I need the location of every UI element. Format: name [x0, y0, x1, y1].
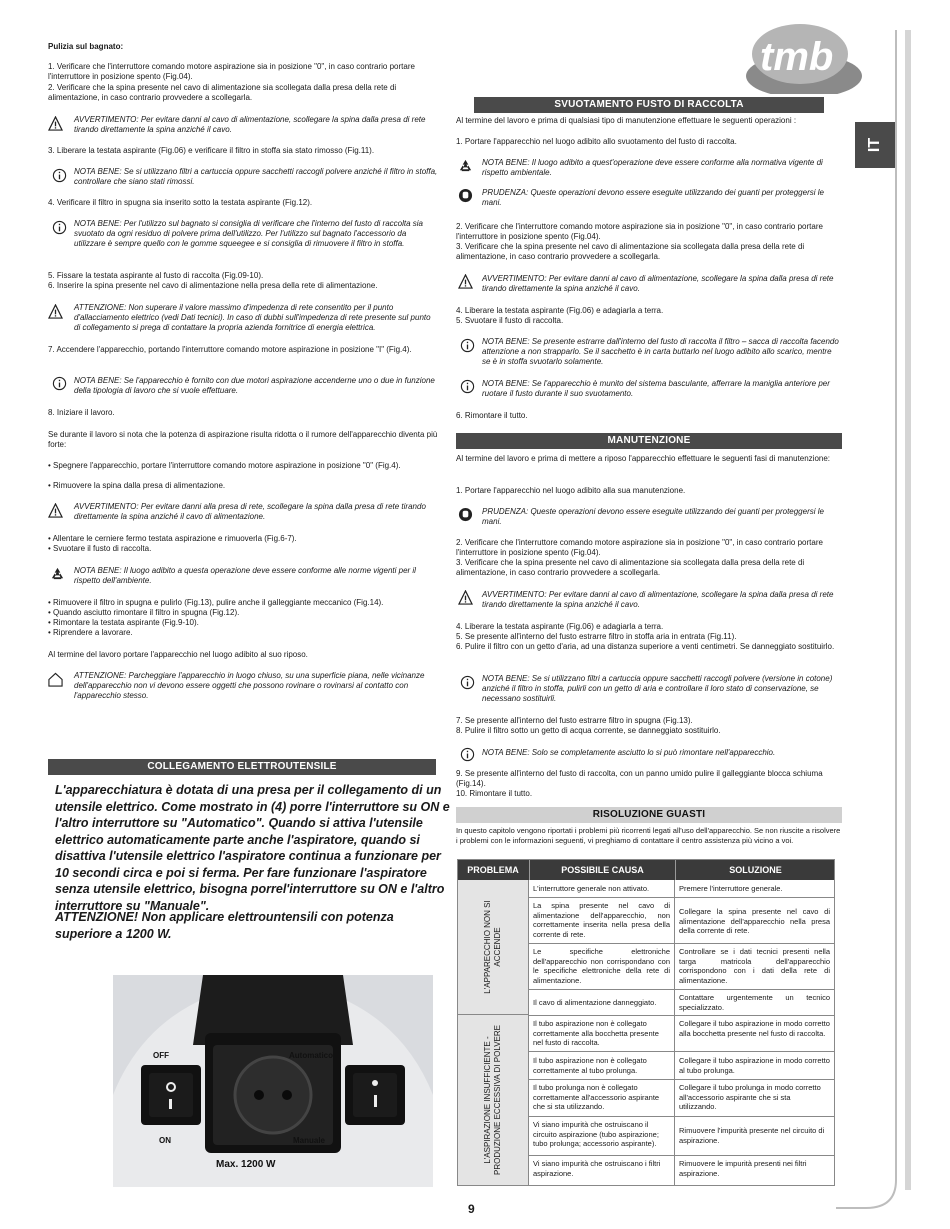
cause-cell: Le specifiche elettroniche dell'apparecchio non corrispondano con le specifiche elettroniche della rete di alimentazione.	[533, 947, 670, 985]
page-edge-decoration	[836, 30, 950, 1210]
bullet-item: • Rimuovere il filtro in spugna e pulirlo (Fig.13), pulire anche il galleggiante meccanico (Fig.14).	[48, 598, 384, 607]
step-8: 8. Iniziare il lavoro.	[48, 408, 115, 417]
cause-cell: Il tubo aspirazione non è collegato correttamente alla bocchetta presente nel fusto di raccolta.	[533, 1019, 659, 1047]
bullet-item: • Spegnere l'apparecchio, portare l'interruttore comando motore aspirazione in posizione "0" (Fig.4).	[48, 461, 401, 470]
language-tab-label: IT	[866, 137, 883, 153]
table-group-cell	[458, 1015, 528, 1185]
group-label: L'ASPIRAZIONE INSUFFICIENTE - PRODUZIONE ECCESSIVA DI POLVERE	[483, 1025, 502, 1175]
solution-cell: Collegare la spina presente nel cavo di alimentazione dell'apparecchio nella presa della corrente di rete.	[679, 907, 830, 935]
step-10: 10. Rimontare il tutto.	[456, 789, 533, 798]
step-7: 7. Se presente all'interno del fusto estrarre filtro in spugna (Fig.13).	[456, 716, 693, 725]
warning-icon	[48, 304, 63, 319]
section-title-collegamento: COLLEGAMENTO ELETTROUTENSILE	[48, 759, 436, 775]
bullet-item: • Allentare le cerniere fermo testata aspirazione e rimuoverla (Fig.6-7).	[48, 534, 297, 543]
solution-cell: Collegare il tubo aspirazione in modo corretto al tubo prolunga.	[679, 1056, 830, 1075]
info-note: NOTA BENE: Il luogo adibito a quest'operazione deve essere conforme alla normativa vigente di rispetto ambientale.	[482, 158, 823, 177]
cause-cell: La spina presente nel cavo di alimentazione dell'apparecchio, non correttamente inserita nella presa della corrente di rete.	[533, 901, 670, 939]
info-icon	[460, 379, 475, 394]
info-note: NOTA BENE: Se l'apparecchio è munito del sistema basculante, afferrare la maniglia anteriore per ruotare il fusto durante il suo svuotamento.	[482, 379, 830, 398]
header-soluzione: SOLUZIONE	[675, 860, 835, 880]
info-icon	[460, 675, 475, 690]
warning-icon	[48, 116, 63, 131]
attention-note: ATTENZIONE: Parcheggiare l'apparecchio in luogo chiuso, su una superficie piana, nelle vicinanze dell'apparecchio non vi devono essere oggetti che possono rovinare o rovinarsi al contatto con l'apparecchio stesso.	[74, 671, 425, 700]
socket-panel-photo	[113, 975, 433, 1187]
table-group-cell	[458, 880, 528, 1015]
switch-auto-label: Automatico	[289, 1051, 333, 1060]
info-icon	[52, 168, 67, 183]
info-note: NOTA BENE: Se si utilizzano filtri a cartuccia oppure sacchetti raccogli polvere anziché il filtro in stoffa, controllare che siano stati rimossi.	[74, 167, 438, 186]
step-3: 3. Liberare la testata aspirante (Fig.06) e verificare il filtro in stoffa sia stato rimosso (Fig.11).	[48, 146, 375, 155]
parking-house-icon	[48, 672, 63, 687]
step-5: 5. Se presente all'interno del fusto estrarre filtro in stoffa aria in entrata (Fig.11).	[456, 632, 737, 641]
info-icon	[460, 747, 475, 762]
brand-logo	[742, 14, 862, 94]
bullet-item: • Quando asciutto rimontare il filtro in spugna (Fig.12).	[48, 608, 240, 617]
info-note: NOTA BENE: Per l'utilizzo sul bagnato si consiglia di verificare che l'interno del fusto di raccolta sia svuotato da ogni residuo di polvere prima dell'utilizzo. Per l'utilizzo sul bagnato l'accessorio da utilizzare è sempre quello con le gomme squeegee e si consiglia di rimuovere il filtro in stoffa.	[74, 219, 423, 248]
cause-cell: Vi siano impurità che ostruiscano i filtri aspirazione.	[533, 1159, 661, 1178]
step-6: 6. Pulire il filtro con un getto d'aria, ad una distanza superiore a venti centimetri. Se danneggiato sostituirlo.	[456, 642, 835, 651]
info-icon	[460, 338, 475, 353]
step-4: 4. Liberare la testata aspirante (Fig.06) e adagiarla a terra.	[456, 306, 664, 315]
step-1: 1. Portare l'apparecchio nel luogo adibito allo svuotamento del fusto di raccolta.	[456, 137, 737, 146]
bullet-item: • Riprendere a lavorare.	[48, 628, 133, 637]
recycle-icon	[50, 566, 65, 581]
info-icon	[52, 376, 67, 391]
section-title-svuotamento: SVUOTAMENTO FUSTO DI RACCOLTA	[474, 97, 824, 113]
paragraph: Al termine del lavoro portare l'apparecchio nel luogo adibito al suo riposo.	[48, 650, 308, 659]
header-problema: PROBLEMA	[467, 865, 519, 875]
header-causa: POSSIBILE CAUSA	[529, 860, 675, 880]
step-1: 1. Portare l'apparecchio nel luogo adibito alla sua manutenzione.	[456, 486, 686, 495]
section-heading: Pulizia sul bagnato:	[48, 42, 124, 51]
info-note: NOTA BENE: Se presente estrarre dall'interno del fusto di raccolta il filtro – sacca di raccolta facendo attenzione a non strapparlo. Se il sacchetto è in carta buttarlo nel luogo adibito allo scarico, mentre se è in stoffa svuotarlo solamente.	[482, 337, 839, 366]
caution-note: PRUDENZA: Queste operazioni devono essere eseguite utilizzando dei guanti per proteggersi le mani.	[482, 507, 824, 526]
step-4: 4. Verificare il filtro in spugna sia inserito sotto la testata aspirante (Fig.12).	[48, 198, 313, 207]
warning-note: AVVERTIMENTO: Per evitare danni al cavo di alimentazione, scollegare la spina dalla presa di rete tirando direttamente la spina anziché il cavo.	[482, 274, 834, 293]
glove-icon	[458, 188, 473, 203]
warning-icon	[48, 503, 63, 518]
warning-icon	[458, 590, 473, 605]
step-3: 3. Verificare che la spina presente nel cavo di alimentazione sia scollegata dalla presa della rete di alimentazione, in caso contrario provvedere a scollegarla.	[456, 242, 805, 261]
tool-connection-text: L'apparecchiatura è dotata di una presa per il collegamento di un utensile elettrico. Come mostrato in (4) porre l'interruttore su ON e l'altro interruttore su "Automatico". Quando si attiva l'utensile elettrico automaticamente parte anche l'aspiratore, quando si disattiva l'utensile elettrico l'aspiratore continua a funzionare per 10 secondi circa e poi si ferma. Per fare funzionare l'aspiratore senza utensile elettrico, bisogna porrel'interruttore su ON e l'altro interruttore su "Manuale".	[55, 783, 450, 913]
brand-logo-text: tmb	[760, 35, 834, 79]
step-2: 2. Verificare che la spina presente nel cavo di alimentazione sia scollegata dalla presa della rete di alimentazione, in caso contrario provvedere a scollegarla.	[48, 83, 397, 102]
solution-cell: Contattare urgentemente un tecnico specializzato.	[679, 993, 830, 1012]
warning-icon	[458, 274, 473, 289]
switch-manual-label: Manuale	[293, 1136, 326, 1145]
section-title-manutenzione: MANUTENZIONE	[456, 433, 842, 449]
attention-note: ATTENZIONE: Non superare il valore massimo d'impedenza di rete consentito per il punto d'allacciamento elettrico (vedi Dati tecnici). In caso di dubbi sull'impedenza di rete presente sul punto di collegamento si prega di contattare la propria azienda fornitrice di energia elettrica.	[74, 303, 431, 332]
cause-cell: Il tubo aspirazione non è collegato correttamente al tubo prolunga.	[533, 1056, 647, 1075]
step-5: 5. Fissare la testata aspirante al fusto di raccolta (Fig.09-10).	[48, 271, 264, 280]
solution-cell: Premere l'interruttore generale.	[679, 884, 783, 893]
cause-cell: L'interruttore generale non attivato.	[533, 884, 650, 893]
warning-note: AVVERTIMENTO: Per evitare danni al cavo di alimentazione, scollegare la spina dalla presa di rete tirando direttamente la spina anziché il cavo.	[482, 590, 834, 609]
page-number: 9	[468, 1202, 475, 1216]
solution-cell: Rimuovere le impurità presenti nei filtri aspirazione.	[679, 1159, 807, 1178]
step-1: 1. Verificare che l'interruttore comando motore aspirazione sia in posizione "0", in caso contrario portare l'interruttore in posizione spento (Fig.04).	[48, 62, 415, 81]
step-2: 2. Verificare che l'interruttore comando motore aspirazione sia in posizione "0", in caso contrario portare l'interruttore in posizione spento (Fig.04).	[456, 538, 823, 557]
troubleshooting-table	[457, 859, 835, 1186]
cause-cell: Il cavo di alimentazione danneggiato.	[533, 998, 657, 1007]
language-tab[interactable]	[855, 122, 895, 168]
step-4: 4. Liberare la testata aspirante (Fig.06) e adagiarla a terra.	[456, 622, 664, 631]
glove-icon	[458, 507, 473, 522]
solution-cell: Rimuovere l'impurità presente nel circuito di aspirazione.	[679, 1126, 825, 1145]
group-label: L'APPARECCHIO NON SI ACCENDE	[483, 900, 502, 994]
info-icon	[52, 220, 67, 235]
warning-note: AVVERTIMENTO: Per evitare danni alla presa di rete, scollegare la spina dalla presa di rete tirando direttamente la spina anziché il cavo di alimentazione.	[74, 502, 426, 521]
info-note: NOTA BENE: Il luogo adibito a questa operazione deve essere conforme alle norme vigenti per il rispetto dell'ambiente.	[74, 566, 416, 585]
switch-off-label: OFF	[153, 1051, 169, 1060]
max-power-label: Max. 1200 W	[216, 1159, 276, 1170]
paragraph: In questo capitolo vengono riportati i problemi più ricorrenti legati all'uso dell'apparecchio. Se non riuscite a risolvere i problemi con le informazioni seguenti, vi preghiamo di contattare il centro assistenza più vicino a voi.	[456, 826, 841, 845]
solution-cell: Collegare il tubo aspirazione in modo corretto alla bocchetta presente nel fusto di raccolta.	[679, 1019, 830, 1038]
step-8: 8. Pulire il filtro sotto un getto di acqua corrente, se danneggiato sostituirlo.	[456, 726, 721, 735]
section-title-risoluzione: RISOLUZIONE GUASTI	[456, 807, 842, 823]
tool-connection-warning: ATTENZIONE! Non applicare elettrountensili con potenza superiore a 1200 W.	[55, 910, 394, 941]
step-6: 6. Inserire la spina presente nel cavo di alimentazione nella presa della rete di alimentazione.	[48, 281, 378, 290]
solution-cell: Collegare il tubo prolunga in modo corretto all'accessorio aspirante che si sta utilizzando.	[679, 1083, 821, 1111]
info-note: NOTA BENE: Se l'apparecchio è fornito con due motori aspirazione accenderne uno o due in funzione della tipologia di lavoro che si vuole effettuare.	[74, 376, 435, 395]
info-note: NOTA BENE: Solo se completamente asciutto lo si può rimontare nell'apparecchio.	[482, 748, 776, 757]
bullet-item: • Rimuovere la spina dalla presa di alimentazione.	[48, 481, 226, 490]
paragraph: Al termine del lavoro e prima di mettere a riposo l'apparecchio effettuare le seguenti fasi di manutenzione:	[456, 454, 831, 463]
solution-cell: Controllare se i dati tecnici presenti nella targa matricola dell'apparecchio corrispondono con i dati della rete di alimentazione.	[679, 947, 830, 985]
bullet-item: • Svuotare il fusto di raccolta.	[48, 544, 152, 553]
step-6: 6. Rimontare il tutto.	[456, 411, 528, 420]
cause-cell: Il tubo prolunga non è collegato correttamente all'accessorio aspirante che si sta utilizzando.	[533, 1083, 660, 1111]
bullet-item: • Rimontare la testata aspirante (Fig.9-10).	[48, 618, 199, 627]
step-3: 3. Verificare che la spina presente nel cavo di alimentazione sia scollegata dalla presa della rete di alimentazione, in caso contrario provvedere a scollegarla.	[456, 558, 805, 577]
paragraph: Se durante il lavoro si nota che la potenza di aspirazione risulta ridotta o il rumore dell'apparecchio diventa più forte:	[48, 430, 438, 449]
step-2: 2. Verificare che l'interruttore comando motore aspirazione sia in posizione "0", in caso contrario portare l'interruttore in posizione spento (Fig.04).	[456, 222, 823, 241]
cause-cell: Vi siano impurità che ostruiscano il circuito aspirazione (tubo aspirazione; tubo prolunga; accessorio aspirante).	[533, 1120, 659, 1148]
step-9: 9. Se presente all'interno del fusto di raccolta, con un panno umido pulire il galleggiante blocca schiuma (Fig.14).	[456, 769, 823, 788]
paragraph: Al termine del lavoro e prima di qualsiasi tipo di manutenzione effettuare le seguenti operazioni :	[456, 116, 797, 125]
step-5: 5. Svuotare il fusto di raccolta.	[456, 316, 564, 325]
warning-note: AVVERTIMENTO: Per evitare danni al cavo di alimentazione, scollegare la spina dalla presa di rete tirando direttamente la spina anziché il cavo.	[74, 115, 426, 134]
switch-on-label: ON	[159, 1136, 171, 1145]
step-7: 7. Accendere l'apparecchio, portando l'interruttore comando motore aspirazione in posizione "I" (Fig.4).	[48, 345, 412, 354]
info-note: NOTA BENE: Se si utilizzano filtri a cartuccia oppure sacchetti raccogli polvere (versione in cotone) anziché il filtro in stoffa, pulirli con un getto di aria e controllare il loro stato di conservazione, se necessano sostituirli.	[482, 674, 833, 703]
caution-note: PRUDENZA: Queste operazioni devono essere eseguite utilizzando dei guanti per proteggersi le mani.	[482, 188, 824, 207]
recycle-icon	[458, 158, 473, 173]
